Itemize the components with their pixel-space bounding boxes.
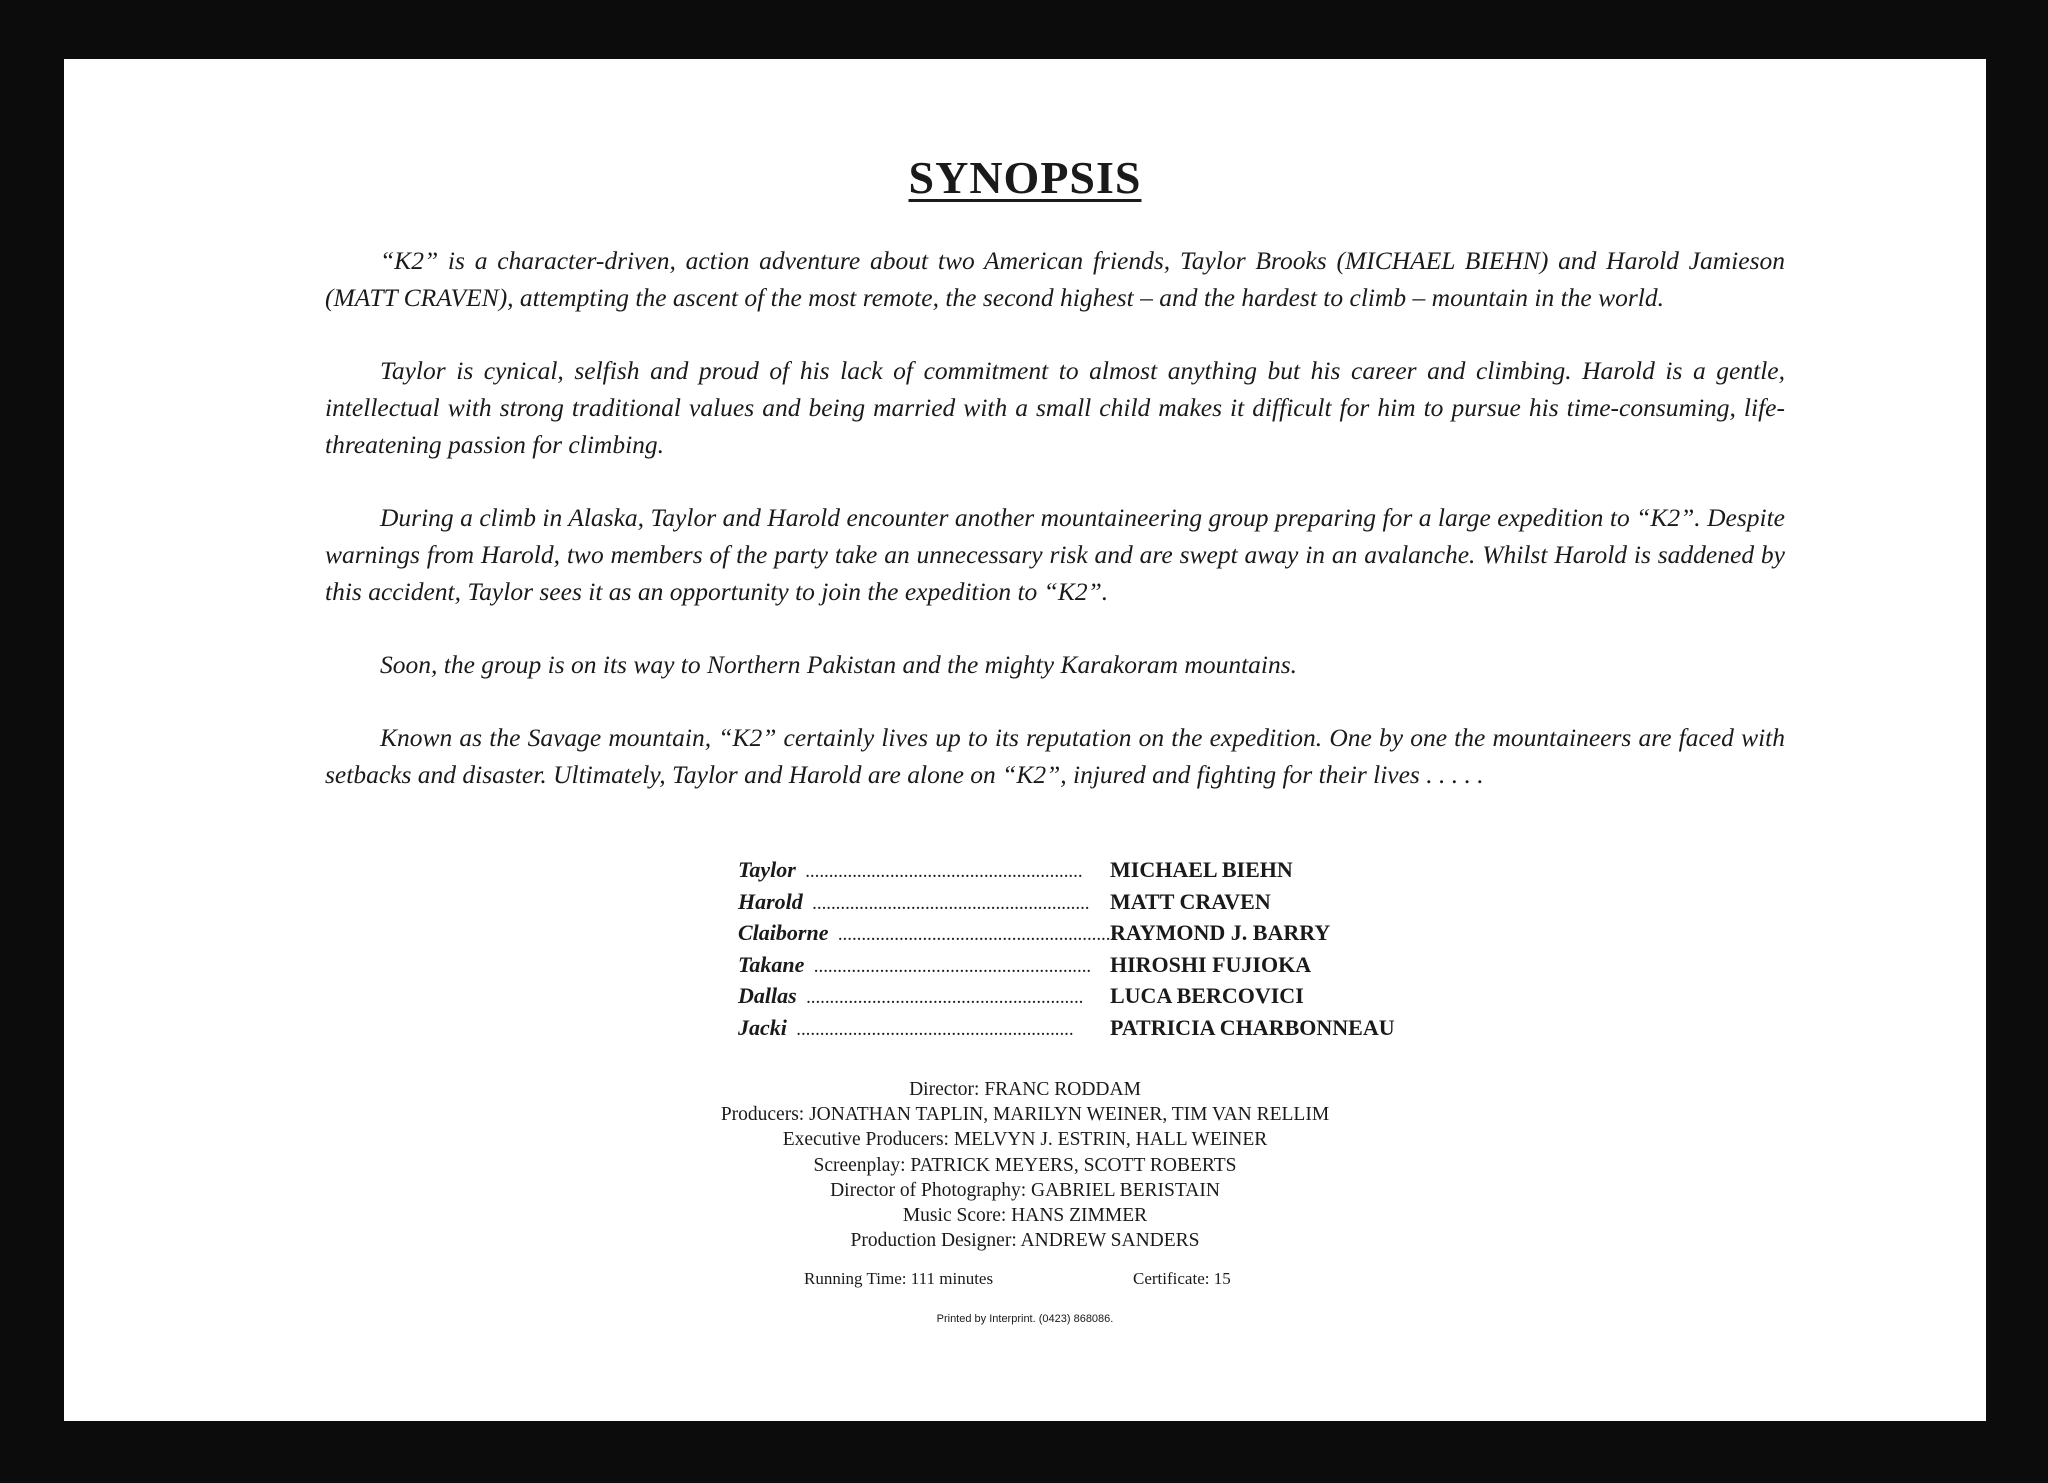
- cast-actor: MICHAEL BIEHN: [1110, 857, 1293, 882]
- credit-line: Director: FRANC RODDAM: [909, 1079, 1141, 1100]
- leader-dots: ...........................................................: [838, 929, 1116, 945]
- cast-row: [738, 920, 1438, 952]
- cast-role: Claiborne: [738, 920, 829, 946]
- cast-actor: LUCA BERCOVICI: [1110, 983, 1304, 1009]
- credit-line: Music Score: HANS ZIMMER: [902, 1205, 1148, 1227]
- synopsis-paragraph: Soon, the group is on its way to Northern Pakistan and the mighty Karakoram mountains.: [380, 650, 1298, 679]
- cast-row: [738, 983, 1438, 1015]
- cast-role: Jacki: [738, 1014, 787, 1040]
- crew-credits: [64, 1077, 1986, 1253]
- leader-dots: ...........................................................: [812, 897, 1091, 913]
- cast-role: Dallas: [738, 983, 797, 1009]
- synopsis-paragraph: Taylor is cynical, selfish and proud of his lack of commitment to almost anything but his career and climbing. Harold is a gentle, intellectual with strong traditional values and being married with a small child makes it difficult for him to pursue his time-consuming, life-threatening passion for climbing.: [325, 356, 1785, 459]
- cast-role: Taylor: [738, 857, 796, 882]
- printer-note: Printed by Interprint. (0423) 868086.: [936, 1313, 1114, 1325]
- cast-role: Harold: [738, 888, 803, 914]
- synopsis-paragraph: During a climb in Alaska, Taylor and Harold encounter another mountaineering group preparing for a large expedition to “K2”. Despite warnings from Harold, two members of the party take an unnecessary risk and are swept away in an avalanche. Whilst Harold is saddened by this accident, Taylor sees it as an opportunity to join the expedition to “K2”.: [325, 503, 1785, 606]
- page-title: [64, 151, 1986, 204]
- credit-line: Director of Photography: GABRIEL BERISTAIN: [830, 1179, 1220, 1201]
- credit-line: Executive Producers: MELVYN J. ESTRIN, HALL WEINER: [782, 1129, 1268, 1151]
- synopsis-paragraph: Known as the Savage mountain, “K2” certainly lives up to its reputation on the expedition. One by one the mountaineers are faced with setbacks and disaster. Ultimately, Taylor and Harold are alone on “K2”, injured and fighting for their lives . . . . .: [325, 723, 1785, 789]
- cast-row: [738, 952, 1438, 984]
- document-page: [64, 59, 1986, 1421]
- cast-actor: RAYMOND J. BARRY: [1110, 920, 1331, 946]
- cast-actor: PATRICIA CHARBONNEAU: [1110, 1014, 1395, 1040]
- title-text: SYNOPSIS: [908, 152, 1142, 203]
- leader-dots: ...........................................................: [814, 960, 1092, 976]
- cast-row: [738, 1015, 1438, 1047]
- cast-row: [738, 889, 1438, 921]
- credit-line: Screenplay: PATRICK MEYERS, SCOTT ROBERTS: [813, 1154, 1237, 1176]
- leader-dots: ...........................................................: [806, 992, 1084, 1008]
- cast-actor: MATT CRAVEN: [1110, 888, 1271, 914]
- synopsis-body: [325, 242, 1785, 829]
- synopsis-paragraph: “K2” is a character-driven, action adventure about two American friends, Taylor Brooks (MICHAEL BIEHN) and Harold Jamieson (MATT CRAVEN), attempting the ascent of the most remote, the second highest – and the hardest to climb – mountain in the world.: [325, 246, 1785, 312]
- cast-list: [738, 857, 1438, 1047]
- certificate: Certificate: 15: [1133, 1269, 1231, 1288]
- cast-actor: HIROSHI FUJIOKA: [1110, 951, 1312, 977]
- credit-line: Production Designer: ANDREW SANDERS: [850, 1230, 1200, 1252]
- leader-dots: ...........................................................: [805, 866, 1084, 881]
- cast-role: Takane: [738, 951, 805, 977]
- leader-dots: ...........................................................: [796, 1023, 1075, 1039]
- running-time: Running Time: 111 minutes: [804, 1269, 994, 1288]
- cast-row: [738, 857, 1438, 889]
- credit-line: Producers: JONATHAN TAPLIN, MARILYN WEINER, TIM VAN RELLIM: [720, 1104, 1330, 1126]
